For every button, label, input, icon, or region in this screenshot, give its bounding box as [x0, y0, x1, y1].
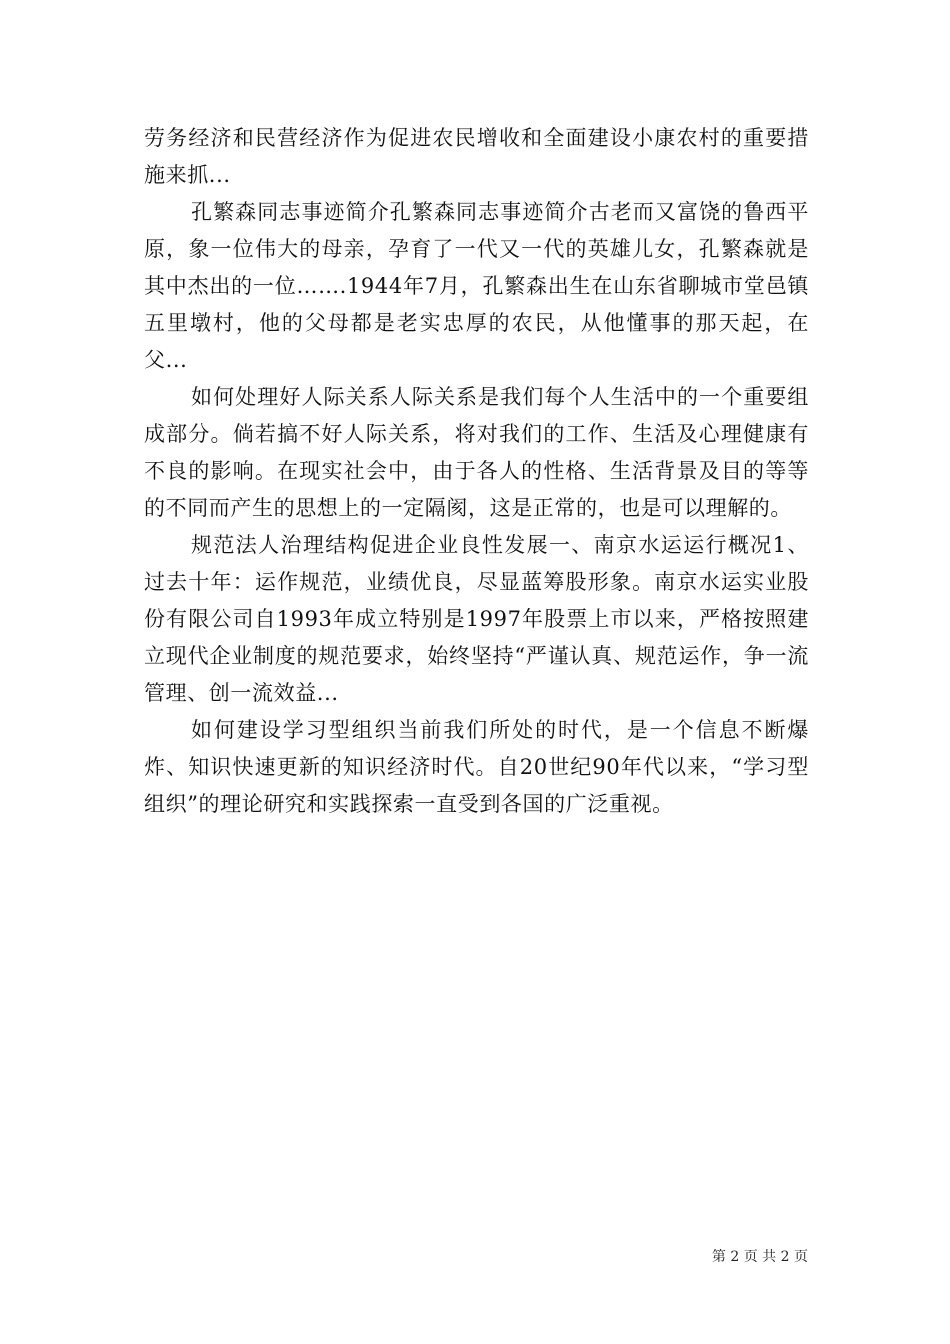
paragraph-continuation: 劳务经济和民营经济作为促进农民增收和全面建设小康农村的重要措施来抓...	[144, 126, 809, 187]
paragraph-kong-fansen: 孔繁森同志事迹简介孔繁森同志事迹简介古老而又富饶的鲁西平原，象一位伟大的母亲，孕育了一代又一代的英雄儿女，孔繁森就是其中杰出的一位…….1944年7月，孔繁森出生在山东省聊城市堂邑镇五里墩村，他的父母都是老实忠厚的农民，从他懂事的那天起，在父...	[144, 200, 809, 372]
paragraph-interpersonal-relations: 如何处理好人际关系人际关系是我们每个人生活中的一个重要组成部分。倘若搞不好人际关系，将对我们的工作、生活及心理健康有不良的影响。在现实社会中，由于各人的性格、生活背景及目的等等的不同而产生的思想上的一定隔阂，这是正常的，也是可以理解的。	[144, 385, 809, 520]
page-number-footer: 第 2 页 共 2 页	[711, 1249, 808, 1265]
paragraph-learning-organization: 如何建设学习型组织当前我们所处的时代，是一个信息不断爆炸、知识快速更新的知识经济时代。自20世纪90年代以来，“学习型组织”的理论研究和实践探索一直受到各国的广泛重视。	[144, 718, 809, 816]
paragraph-corporate-governance: 规范法人治理结构促进企业良性发展一、南京水运运行概况1、过去十年：运作规范，业绩优良，尽显蓝筹股形象。南京水运实业股份有限公司自1993年成立特别是1997年股票上市以来，严格按照建立现代企业制度的规范要求，始终坚持“严谨认真、规范运作，争一流管理、创一流效益...	[144, 533, 809, 705]
document-body	[144, 120, 809, 823]
